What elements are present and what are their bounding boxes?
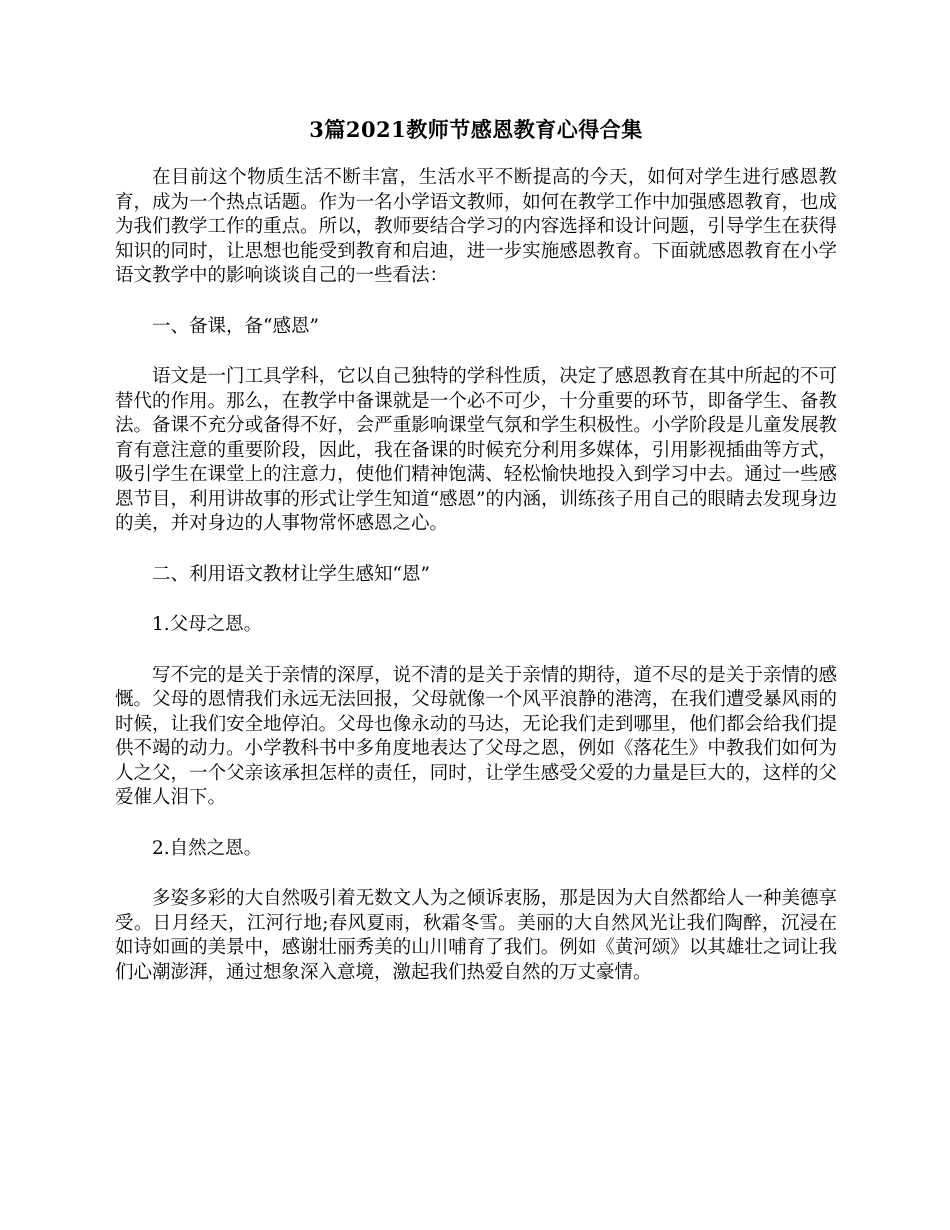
subsection-parents-heading: 1.父母之恩。	[152, 614, 263, 635]
section-1-paragraph: 语文是一门工具学科，它以自己独特的学科性质，决定了感恩教育在其中所起的不可替代的作用。那么，在教学中备课就是一个必不可少，十分重要的环节，即备学生、备教法。备课不充分或备得不好，会严重影响课堂气氛和学生积极性。小学阶段是儿童发展教育有意注意的重要阶段，因此，我在备课的时候充分利用多媒体，引用影视插曲等方式，吸引学生在课堂上的注意力，使他们精神饱满、轻松愉快地投入到学习中去。通过一些感恩节目，利用讲故事的形式让学生知道“感恩”的内涵，训练孩子用自己的眼睛去发现身边的美，并对身边的人事物常怀感恩之心。	[115, 366, 837, 534]
document-title: 3篇2021教师节感恩教育心得合集	[309, 117, 643, 142]
section-1-heading: 一、备课，备“感恩”	[152, 315, 319, 337]
intro-paragraph: 在目前这个物质生活不断丰富，生活水平不断提高的今天，如何对学生进行感恩教育，成为一个热点话题。作为一名小学语文教师，如何在教学工作中加强感恩教育，也成为我们教学工作的重点。所以，教师要结合学习的内容选择和设计问题，引导学生在获得知识的同时，让思想也能受到教育和启迪，进一步实施感恩教育。下面就感恩教育在小学语文教学中的影响谈谈自己的一些看法：	[115, 167, 837, 286]
subsection-parents-paragraph: 写不完的是关于亲情的深厚，说不清的是关于亲情的期待，道不尽的是关于亲情的感慨。父母的恩情我们永远无法回报，父母就像一个风平浪静的港湾，在我们遭受暴风雨的时候，让我们安全地停泊。父母也像永动的马达，无论我们走到哪里，他们都会给我们提供不竭的动力。小学教科书中多角度地表达了父母之恩，例如《落花生》中教我们如何为人之父，一个父亲该承担怎样的责任，同时，让学生感受父爱的力量是巨大的，这样的父爱催人泪下。	[115, 664, 837, 808]
section-2-heading: 二、利用语文教材让学生感知“恩”	[152, 563, 430, 585]
subsection-nature-paragraph: 多姿多彩的大自然吸引着无数文人为之倾诉衷肠，那是因为大自然都给人一种美德享受。日月经天，江河行地;春风夏雨，秋霜冬雪。美丽的大自然风光让我们陶醉，沉浸在如诗如画的美景中，感谢壮丽秀美的山川哺育了我们。例如《黄河颂》以其雄壮之词让我们心潮澎湃，通过想象深入意境，激起我们热爱自然的万丈豪情。	[115, 888, 837, 983]
subsection-nature-heading: 2.自然之恩。	[152, 837, 263, 859]
document-page	[115, 116, 837, 985]
